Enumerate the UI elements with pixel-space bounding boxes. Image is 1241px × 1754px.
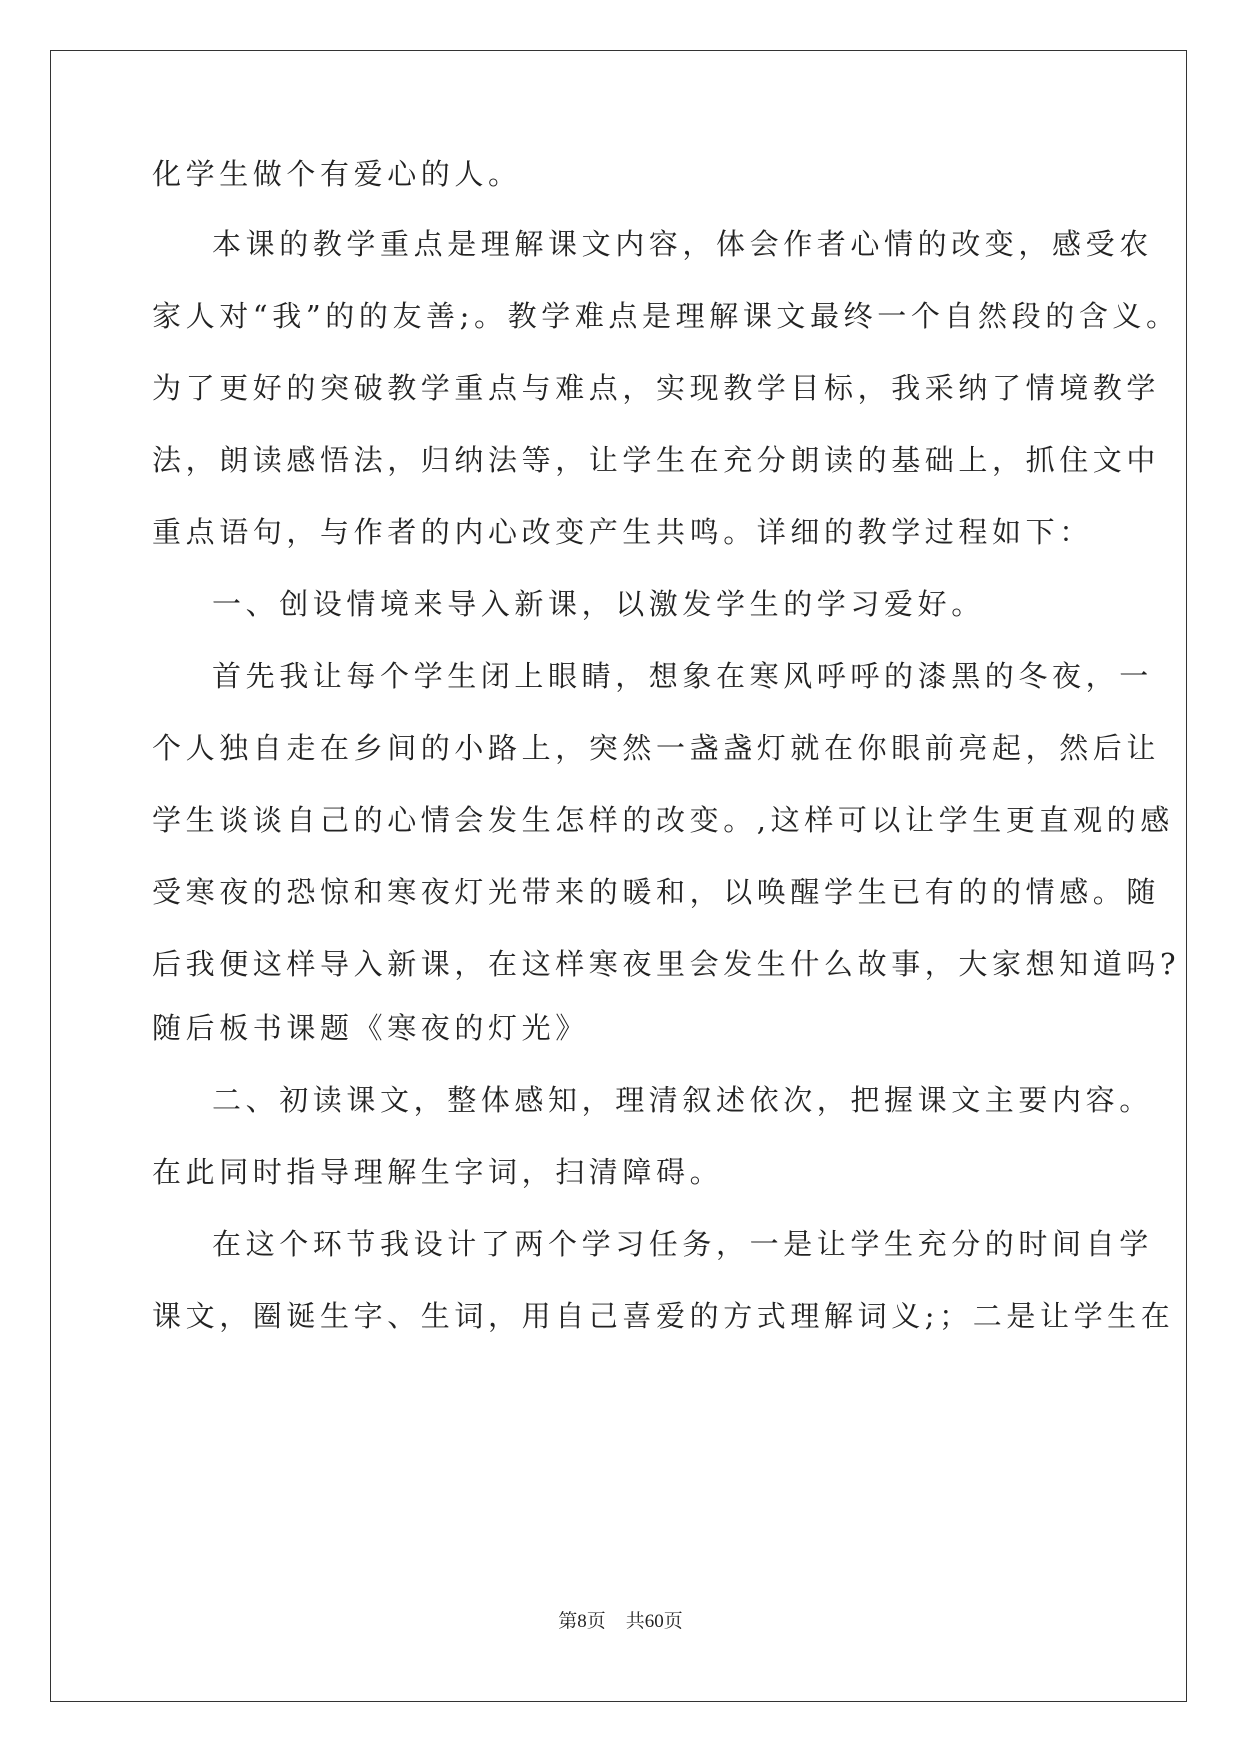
paragraph-start: 首先我让每个学生闭上眼睛，想象在寒风呼呼的漆黑的冬夜，一 <box>212 659 1153 693</box>
text-line: 家人对“我”的的友善;。教学难点是理解课文最终一个自然段的含义。 <box>152 299 1180 333</box>
text-line: 重点语句，与作者的内心改变产生共鸣。详细的教学过程如下： <box>152 515 1093 549</box>
text-line: 在此同时指导理解生字词，扫清障碍。 <box>152 1155 724 1189</box>
section-heading: 二、初读课文，整体感知，理清叙述依次，把握课文主要内容。 <box>212 1083 1153 1117</box>
text-line: 法，朗读感悟法，归纳法等，让学生在充分朗读的基础上，抓住文中 <box>152 443 1161 477</box>
page-number: 第8页 <box>558 1611 606 1632</box>
text-line: 学生谈谈自己的心情会发生怎样的改变。,这样可以让学生更直观的感 <box>152 803 1174 837</box>
text-line: 化学生做个有爱心的人。 <box>152 157 522 191</box>
paragraph-start: 在这个环节我设计了两个学习任务，一是让学生充分的时间自学 <box>212 1227 1153 1261</box>
text-line: 个人独自走在乡间的小路上，突然一盏盏灯就在你眼前亮起，然后让 <box>152 731 1161 765</box>
text-line: 受寒夜的恐惊和寒夜灯光带来的暖和，以唤醒学生已有的的情感。随 <box>152 875 1161 909</box>
text-line: 为了更好的突破教学重点与难点，实现教学目标，我采纳了情境教学 <box>152 371 1161 405</box>
text-line: 课文，圈诞生字、生词，用自己喜爱的方式理解词义;；二是让学生在 <box>152 1299 1175 1333</box>
text-line: 随后板书课题《寒夜的灯光》 <box>152 1011 589 1045</box>
page-total: 共60页 <box>625 1611 683 1632</box>
section-heading: 一、创设情境来导入新课，以激发学生的学习爱好。 <box>212 587 985 621</box>
page-footer <box>0 1606 1241 1633</box>
paragraph-start: 本课的教学重点是理解课文内容，体会作者心情的改变，感受农 <box>212 227 1153 261</box>
text-line: 后我便这样导入新课，在这样寒夜里会发生什么故事，大家想知道吗? <box>152 947 1181 981</box>
